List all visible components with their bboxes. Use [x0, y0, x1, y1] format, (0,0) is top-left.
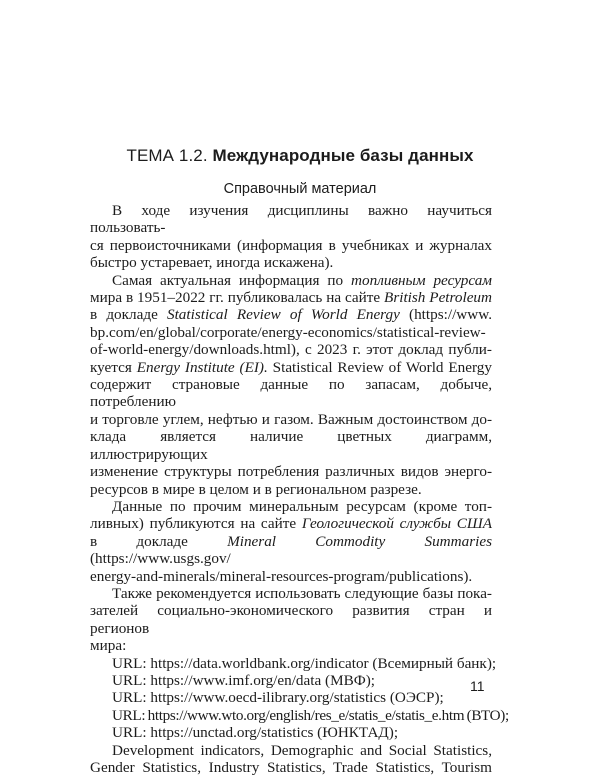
topic-title: Международные базы данных — [212, 146, 474, 165]
text-line: и торговле углем, нефтью и газом. Важным достоинством до- — [90, 410, 492, 428]
italic-run: Energy Institute (EI). — [136, 358, 268, 376]
url-unctad: URL: https://unctad.org/statistics (ЮНКТАД); — [112, 724, 399, 742]
text-line — [90, 515, 492, 532]
text-run: Самая актуальная информация по — [112, 271, 352, 289]
text-run: (https://www.usgs.gov/ — [90, 550, 231, 568]
text-line: energy-and-minerals/mineral-resources-program/publications). — [90, 567, 473, 585]
text-line: быстро устаревает, иногда искажена). — [90, 254, 334, 272]
italic-run: British Petroleum — [384, 289, 492, 307]
paragraph-indicator-list — [90, 742, 492, 776]
topic-number: ТЕМА 1.2. — [126, 146, 208, 165]
text-line: ресурсов в мире в целом и в региональном разрезе. — [90, 480, 422, 498]
text-line: Development indicators, Demographic and Social Statistics, — [112, 741, 492, 759]
text-line — [90, 306, 492, 323]
italic-run: Statistical Review of World Energy — [166, 306, 400, 324]
text-run: в докладе — [90, 306, 167, 324]
text-line — [90, 272, 492, 289]
paragraph-intro — [90, 202, 492, 272]
text-line: bp.com/en/global/corporate/energy-economics/statistical-review- — [90, 323, 486, 341]
text-line: содержит страновые данные по запасам, добыче, потреблению — [90, 376, 492, 411]
text-line — [90, 533, 492, 568]
url-oecd: URL: https://www.oecd-ilibrary.org/statistics (ОЭСР); — [112, 689, 444, 707]
text-line: В ходе изучения дисциплины важно научиться пользовать- — [90, 202, 492, 237]
section-subtitle: Справочный материал — [223, 181, 377, 197]
url-worldbank: URL: https://data.worldbank.org/indicator (Всемирный банк); — [112, 654, 497, 672]
text-line: изменение структуры потребления различных видов энерго- — [90, 463, 492, 481]
text-line: зателей социально-экономического развития стран и регионов — [90, 602, 492, 637]
text-line: of-world-energy/downloads.html), с 2023 г. этот доклад публи- — [90, 341, 492, 359]
text-run: Statistical Review of World Energy — [267, 358, 492, 376]
url-wto: URL: https://www.wto.org/english/res_e/statis_e/statis_e.htm (ВТО); — [112, 706, 509, 724]
page-number: 11 — [470, 678, 485, 694]
text-line — [90, 289, 492, 306]
text-line: Данные по прочим минеральным ресурсам (кроме топ- — [112, 497, 492, 515]
body-text — [90, 202, 509, 776]
paragraph-fuel-resources — [90, 272, 492, 498]
text-line — [90, 359, 492, 376]
italic-run: Геологической службы США — [301, 515, 492, 533]
italic-run: топливным ресурсам — [351, 271, 492, 289]
topic-heading — [0, 146, 600, 166]
text-line: Также рекомендуется использовать следующие базы пока- — [112, 584, 492, 602]
paragraph-recommended-databases — [90, 585, 492, 655]
text-run: куется — [90, 358, 137, 376]
text-run: мира в 1951–2022 гг. публиковалась на сайте — [90, 289, 385, 307]
url-imf: URL: https://www.imf.org/en/data (МВФ); — [112, 671, 375, 689]
italic-run: Mineral Commodity Summaries — [227, 532, 492, 550]
paragraph-mineral-resources — [90, 498, 492, 585]
text-run: ливных) публикуются на сайте — [90, 515, 302, 533]
text-run: (https://www. — [399, 306, 492, 324]
text-line: ся первоисточниками (информация в учебниках и журналах — [90, 236, 492, 254]
text-line: Gender Statistics, Industry Statistics, Trade Statistics, Tourism — [90, 759, 492, 776]
text-line: мира: — [90, 637, 127, 655]
text-line: клада является наличие цветных диаграмм, иллюстрирующих — [90, 428, 492, 463]
text-run: в докладе — [90, 532, 228, 550]
